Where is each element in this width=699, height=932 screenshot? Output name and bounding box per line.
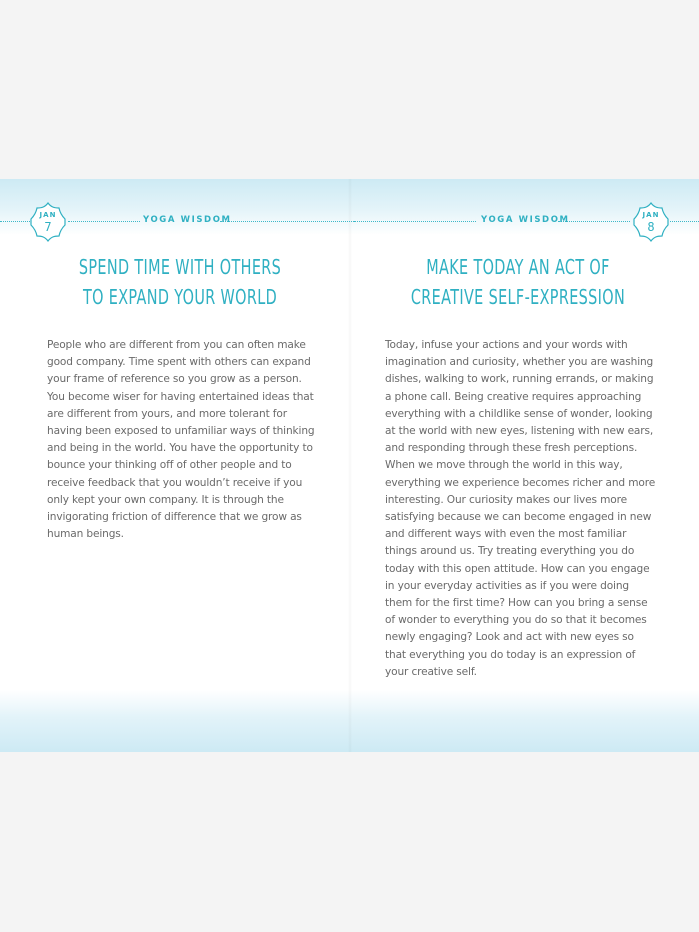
title-line-2: TO EXPAND YOUR WORLD [82, 285, 278, 309]
page-gutter [348, 179, 352, 752]
body-text-left: People who are different from you can often make good company. Time spent with others can expand your frame of reference so you grow as a person. You become wiser for having entertained ideas that are different from yours, and more tolerant for having been exposed to unfamiliar ways of thinking and being in the world. You have the opportunity to bounce your thinking off of other people and to receive feedback that you wouldn’t receive if you only kept your own company. It is through the invigorating friction of difference that we grow as human beings. [47, 339, 315, 541]
dotted-rule [670, 221, 699, 222]
page-title-right [403, 252, 633, 312]
date-badge-right [633, 202, 669, 242]
date-badge-left [30, 202, 66, 242]
dotted-rule [354, 221, 476, 222]
body-text-right: Today, infuse your actions and your words with imagination and curiosity, whether you are washing dishes, walking to work, running errands, or making a phone call. Being creative requires approaching everything with a childlike sense of wonder, looking at the world with new eyes, listening with new ears, and responding through these fresh perceptions. When we move through the world in this way, everything we experience becomes richer and more interesting. Our curiosity makes our lives more satisfying because we can become engaged in new and different ways with even the most familiar things around us. Try treating everything you do today with this open attitude. How can you engage in your everyday activities as if you were doing them for the first time? How can you bring a sense of wonder to everything you do so that it becomes newly engaging? Look and act with new eyes so that everything you do today is an expression of your creative self. [385, 339, 656, 678]
dotted-rule [220, 221, 354, 222]
badge-day: 7 [44, 220, 52, 234]
running-head-left: YOGA WISDOM [143, 215, 232, 225]
badge-day: 8 [647, 220, 655, 234]
dotted-rule [68, 221, 140, 222]
dotted-rule [0, 221, 30, 222]
badge-month: JAN [39, 211, 57, 219]
title-line-1: MAKE TODAY AN ACT OF [426, 255, 610, 279]
title-line-1: SPEND TIME WITH OTHERS [78, 255, 282, 279]
running-head-right: YOGA WISDOM [481, 215, 570, 225]
book-spread [0, 179, 699, 752]
badge-month: JAN [642, 211, 660, 219]
title-line-2: CREATIVE SELF-EXPRESSION [410, 285, 626, 309]
page-title-left [65, 252, 295, 312]
